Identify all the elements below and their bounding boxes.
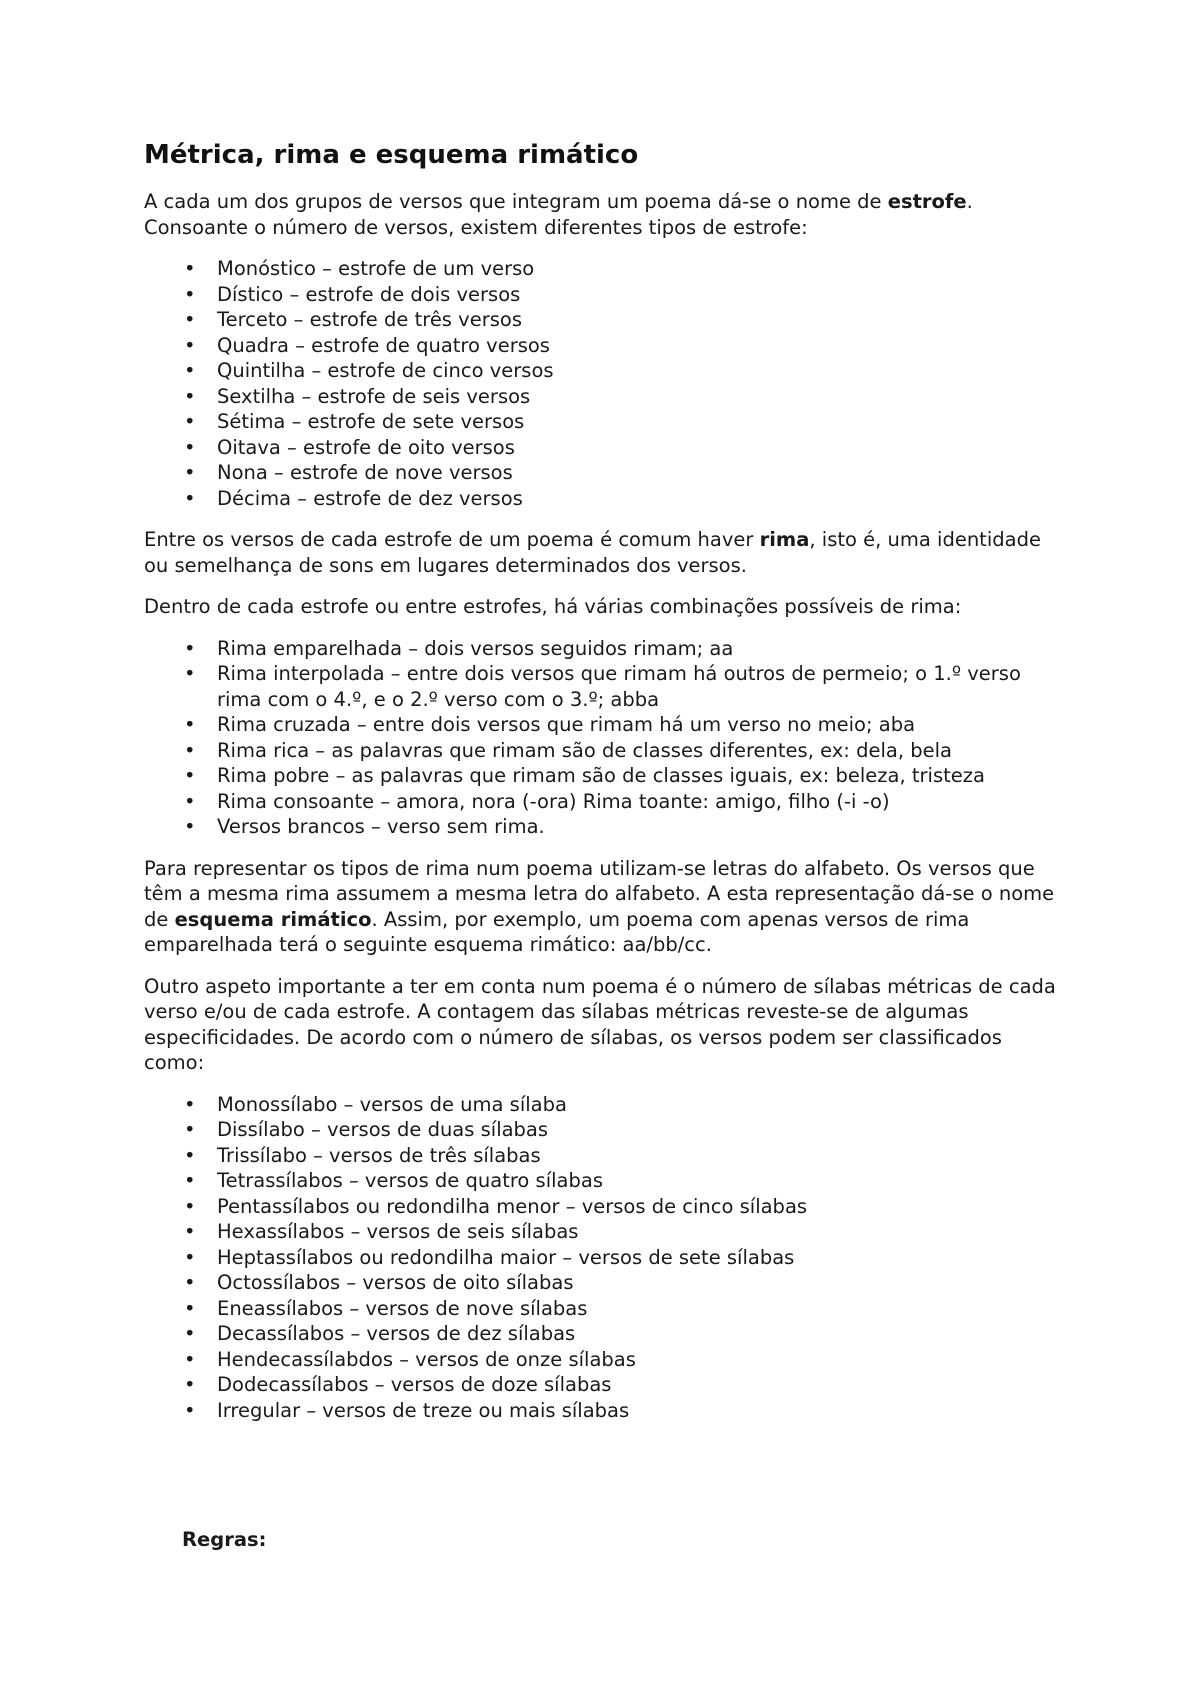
list-item-text: Dissílabo – versos de duas sílabas <box>217 1118 549 1142</box>
bullet-icon: • <box>184 1092 196 1116</box>
list-item <box>144 1296 1064 1322</box>
bullet-icon: • <box>184 282 196 306</box>
bullet-icon: • <box>184 1322 196 1346</box>
list-item-text: Decassílabos – versos de dez sílabas <box>217 1322 576 1346</box>
list-item <box>144 763 1064 789</box>
paragraph-text: Para representar os tipos de rima num poema utilizam-se letras do alfabeto. Os versos que têm a mesma rima assumem a mesma letra do alfabeto. A esta representação dá-se o nome de <box>144 856 1055 931</box>
list-item <box>144 1398 1064 1424</box>
bullet-icon: • <box>184 1118 196 1142</box>
rima-list <box>144 636 1064 840</box>
list-item <box>144 1372 1064 1398</box>
list-item-text: Sétima – estrofe de sete versos <box>217 410 525 434</box>
bullet-icon: • <box>184 461 196 485</box>
list-item <box>144 1321 1064 1347</box>
document-page <box>144 140 1064 1439</box>
paragraph-text: Entre os versos de cada estrofe de um poema é comum haver <box>144 528 760 552</box>
bullet-icon: • <box>184 815 196 839</box>
paragraph-esquema <box>144 856 1064 958</box>
list-item <box>144 712 1064 738</box>
list-item <box>144 814 1064 840</box>
silabas-list <box>144 1092 1064 1424</box>
bullet-icon: • <box>184 410 196 434</box>
list-item-text: Pentassílabos ou redondilha menor – versos de cinco sílabas <box>217 1194 808 1218</box>
list-item-text: Rima pobre – as palavras que rimam são de classes iguais, ex: beleza, tristeza <box>217 764 985 788</box>
list-item-text: Octossílabos – versos de oito sílabas <box>217 1271 574 1295</box>
list-item <box>144 409 1064 435</box>
list-item-text: Sextilha – estrofe de seis versos <box>217 384 531 408</box>
list-item <box>144 1168 1064 1194</box>
list-item-text: Rima consoante – amora, nora (-ora) Rima toante: amigo, filho (-i -o) <box>217 789 890 813</box>
list-item-text: Rima interpolada – entre dois versos que rimam há outros de permeio; o 1.º verso rima com o 4.º, e o 2.º verso com o 3.º; abba <box>217 662 1021 711</box>
list-item <box>144 256 1064 282</box>
list-item <box>144 435 1064 461</box>
regras-heading: Regras: <box>182 1528 267 1551</box>
list-item-text: Heptassílabos ou redondilha maior – versos de sete sílabas <box>217 1245 795 1269</box>
list-item-text: Rima emparelhada – dois versos seguidos rimam; aa <box>217 636 734 660</box>
bullet-icon: • <box>184 1143 196 1167</box>
list-item <box>144 358 1064 384</box>
list-item-text: Eneassílabos – versos de nove sílabas <box>217 1296 588 1320</box>
bold-term-rima: rima <box>759 528 810 552</box>
list-item-text: Trissílabo – versos de três sílabas <box>217 1143 541 1167</box>
list-item <box>144 282 1064 308</box>
list-item-text: Dodecassílabos – versos de doze sílabas <box>217 1373 612 1397</box>
bullet-icon: • <box>184 636 196 660</box>
bullet-icon: • <box>184 1271 196 1295</box>
list-item <box>144 333 1064 359</box>
bullet-icon: • <box>184 1220 196 1244</box>
list-item-text: Irregular – versos de treze ou mais sílabas <box>217 1398 630 1422</box>
bullet-icon: • <box>184 257 196 281</box>
estrofe-list <box>144 256 1064 511</box>
bullet-icon: • <box>184 662 196 686</box>
list-item-text: Rima cruzada – entre dois versos que rimam há um verso no meio; aba <box>217 713 916 737</box>
list-item-text: Décima – estrofe de dez versos <box>217 486 523 510</box>
paragraph-estrofe <box>144 189 1064 240</box>
list-item-text: Tetrassílabos – versos de quatro sílabas <box>217 1169 603 1193</box>
list-item <box>144 384 1064 410</box>
bullet-icon: • <box>184 1169 196 1193</box>
list-item-text: Rima rica – as palavras que rimam são de classes diferentes, ex: dela, bela <box>217 738 952 762</box>
bullet-icon: • <box>184 1194 196 1218</box>
list-item <box>144 307 1064 333</box>
paragraph-text: , isto é, uma identidade ou semelhança de sons em lugares determinados dos versos. <box>144 528 1041 577</box>
list-item-text: Quintilha – estrofe de cinco versos <box>217 359 554 383</box>
bullet-icon: • <box>184 359 196 383</box>
list-item <box>144 636 1064 662</box>
bullet-icon: • <box>184 789 196 813</box>
paragraph-silabas: Outro aspeto importante a ter em conta num poema é o número de sílabas métricas de cada verso e/ou de cada estrofe. A contagem das sílabas métricas reveste-se de algumas especificidades. De acordo com o número de sílabas, os versos podem ser classificados como: <box>144 974 1056 1075</box>
bullet-icon: • <box>184 1398 196 1422</box>
bullet-icon: • <box>184 435 196 459</box>
bullet-icon: • <box>184 384 196 408</box>
list-item <box>144 1194 1064 1220</box>
bullet-icon: • <box>184 1347 196 1371</box>
bullet-icon: • <box>184 486 196 510</box>
bold-term-estrofe: estrofe <box>887 190 967 214</box>
list-item <box>144 1092 1064 1118</box>
list-item-text: Monóstico – estrofe de um verso <box>217 257 535 281</box>
bullet-icon: • <box>184 333 196 357</box>
list-item-text: Dístico – estrofe de dois versos <box>217 282 521 306</box>
paragraph-text: . Assim, por exemplo, um poema com apenas versos de rima emparelhada terá o seguinte esquema rimático: aa/bb/cc. <box>144 907 970 957</box>
list-item <box>144 661 1064 712</box>
paragraph-combinacoes: Dentro de cada estrofe ou entre estrofes, há várias combinações possíveis de rima: <box>144 595 962 619</box>
bullet-icon: • <box>184 1296 196 1320</box>
list-item-text: Oitava – estrofe de oito versos <box>217 435 515 459</box>
bullet-icon: • <box>184 764 196 788</box>
paragraph-text: . Consoante o número de versos, existem diferentes tipos de estrofe: <box>144 190 973 239</box>
list-item-text: Monossílabo – versos de uma sílaba <box>217 1092 567 1116</box>
bullet-icon: • <box>184 713 196 737</box>
list-item <box>144 486 1064 512</box>
list-item-text: Hendecassílabdos – versos de onze sílabas <box>217 1347 636 1371</box>
list-item-text: Nona – estrofe de nove versos <box>217 461 513 485</box>
bullet-icon: • <box>184 738 196 762</box>
list-item-text: Terceto – estrofe de três versos <box>217 308 522 332</box>
list-item <box>144 1347 1064 1373</box>
paragraph-text: A cada um dos grupos de versos que integram um poema dá-se o nome de <box>144 190 888 214</box>
list-item-text: Quadra – estrofe de quatro versos <box>217 333 550 357</box>
list-item-text: Versos brancos – verso sem rima. <box>217 815 545 839</box>
list-item <box>144 1219 1064 1245</box>
list-item-text: Hexassílabos – versos de seis sílabas <box>217 1220 579 1244</box>
bullet-icon: • <box>184 1373 196 1397</box>
list-item <box>144 1143 1064 1169</box>
bold-term-esquema-rimatico: esquema rimático <box>174 907 372 931</box>
bullet-icon: • <box>184 1245 196 1269</box>
list-item <box>144 1270 1064 1296</box>
list-item <box>144 738 1064 764</box>
bullet-icon: • <box>184 308 196 332</box>
paragraph-rima <box>144 527 1064 578</box>
list-item <box>144 1117 1064 1143</box>
list-item <box>144 460 1064 486</box>
list-item <box>144 1245 1064 1271</box>
list-item <box>144 789 1064 815</box>
page-title: Métrica, rima e esquema rimático <box>144 140 639 170</box>
